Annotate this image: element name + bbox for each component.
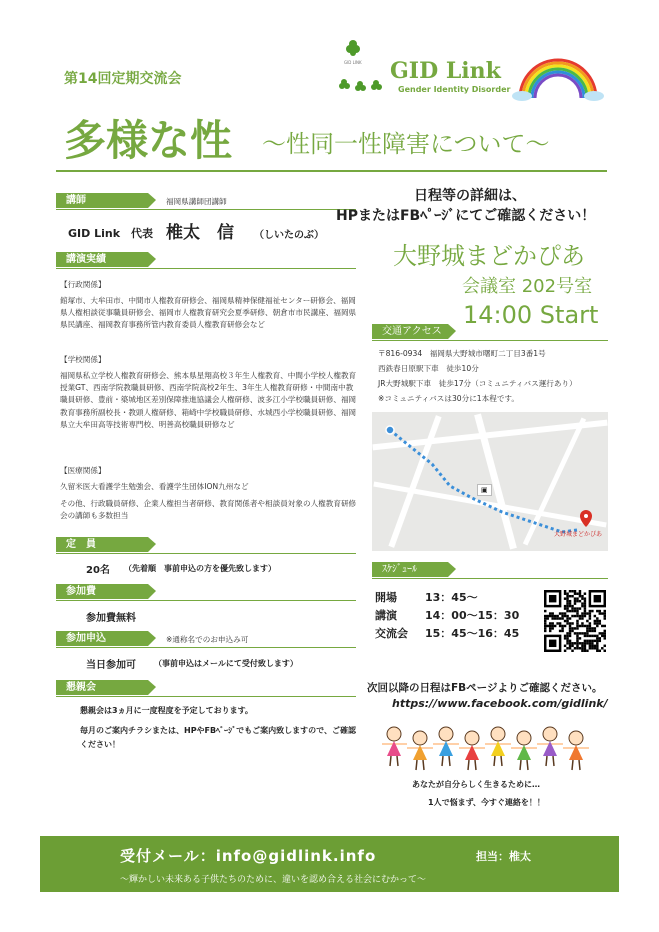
fee-value: 参加費無料	[86, 613, 136, 624]
speaker-header-arrow	[148, 193, 156, 208]
party-header: 懇親会	[56, 680, 148, 695]
access-header-arrow	[448, 324, 456, 339]
event-subtitle: 第14回定期交流会	[64, 71, 182, 87]
apply-header-arrow	[148, 631, 156, 646]
facebook-url[interactable]: https://www.facebook.com/gidlink/	[392, 697, 608, 710]
slogan-line2: 1人で悩まず、今すぐ連絡を！！	[428, 798, 545, 807]
contact-email[interactable]: 受付メール：info@gidlink.info	[120, 847, 377, 865]
venue-room: 会議室 202号室	[462, 276, 593, 297]
venue-name: 大野城まどかぴあ	[393, 242, 585, 270]
apply-header-note: ※通称名でのお申込み可	[166, 635, 249, 644]
capacity-value: 20名	[86, 565, 110, 576]
schedule-header-arrow	[448, 562, 456, 577]
apply-value: 当日参加可	[86, 660, 136, 671]
schedule-header: ｽｹｼﾞｭｰﾙ	[372, 562, 448, 577]
footer-motto: ～輝かしい未来ある子供たちのために、違いを認め合える社会にむかって～	[120, 875, 427, 885]
party-line1: 懇親会は3ヵ月に一度程度を予定しております。	[80, 706, 253, 715]
capacity-note: （先着順 事前申込の方を優先致します）	[124, 564, 276, 573]
schedule-row-lecture: 講演	[375, 609, 397, 622]
record-medical-text: 久留米医大看護学生勉強会、看護学生団体ION九州など	[60, 482, 249, 491]
fee-rule	[56, 600, 356, 601]
page-title: 多様な性	[64, 116, 233, 165]
next-schedule-text: 次回以降の日程はFBページよりご確認ください。	[367, 682, 603, 694]
party-line2: 毎月のご案内チラシまたは、HPやFBﾍﾟｰｼﾞでもご案内致しますので、ご確認ください！	[80, 726, 356, 749]
apply-header: 参加申込	[56, 631, 148, 646]
schedule-time-open: 13：45～	[425, 591, 478, 604]
map-distance-label: ▣	[477, 484, 492, 496]
access-rule	[372, 340, 608, 341]
title-divider	[56, 170, 607, 172]
record-admin-heading: 【行政関係】	[60, 280, 106, 289]
slogan-line1: あなたが自分らしく生きるために…	[412, 780, 540, 789]
speaker-rule	[56, 209, 356, 210]
speaker-affiliation: 福岡県講師団講師	[166, 197, 227, 206]
record-medical-heading: 【医療関係】	[60, 466, 106, 475]
access-map[interactable]	[372, 412, 608, 551]
record-header-arrow	[148, 252, 156, 267]
contact-person: 担当：椎太	[476, 850, 531, 863]
fee-header-arrow	[148, 584, 156, 599]
access-header: 交通アクセス	[372, 324, 448, 339]
speaker-name: 椎太 信	[166, 223, 234, 243]
capacity-rule	[56, 553, 356, 554]
notice-line2: HPまたはFBﾍﾟｰｼﾞにてご確認ください！	[336, 208, 596, 224]
gid-link-logo	[338, 40, 608, 110]
schedule-row-social: 交流会	[375, 627, 408, 640]
children-illustration	[382, 716, 598, 776]
schedule-time-lecture: 14：00～15：30	[425, 609, 520, 622]
map-marker-label: 大野城まどかぴあ	[554, 531, 603, 538]
speaker-org-role: GID Link 代表	[68, 227, 154, 240]
page-subtitle: ～性同一性障害について～	[262, 130, 550, 158]
footer-bar	[40, 836, 619, 892]
party-rule	[56, 696, 356, 697]
schedule-time-social: 15：45～16：45	[425, 627, 520, 640]
access-address: 〒816-0934 福岡県大野城市曙町二丁目3番1号	[378, 349, 546, 358]
record-school-heading: 【学校関係】	[60, 355, 106, 364]
logo-name: GID Link	[390, 58, 501, 84]
schedule-rule	[372, 578, 608, 579]
logo-tagline: Gender Identity Disorder	[398, 85, 511, 94]
notice-line1: 日程等の詳細は、	[414, 188, 526, 204]
capacity-header: 定 員	[56, 537, 148, 552]
access-route2: JR大野城駅下車 徒歩17分（コミュニティバス運行あり）	[378, 379, 577, 388]
apply-rule	[56, 647, 356, 648]
record-header: 講演実績	[56, 252, 148, 267]
record-other-text: その他、行政職員研修、企業人権担当者研修、教育関係者や相談員対象の人権教育研修会の講師も多数担当	[60, 499, 357, 521]
qr-code[interactable]	[544, 590, 606, 652]
record-admin-text: 館塚市、大牟田市、中間市人権教育研修会、福岡県精神保健福祉センター研修会、福岡県人権相談従事職員研修会、福岡市人権教育研究会夏季研修、朝倉市市民講座、福岡県県民講座、福岡教育事務所管内教育委員人権教育研修会など	[60, 296, 357, 330]
record-rule	[56, 268, 356, 269]
capacity-header-arrow	[148, 537, 156, 552]
record-school-text: 福岡県私立学校人権教育研修会、熊本県星翔高校３年生人権教育、中間小学校人権教育授業GT、西南学院教職員研修、西南学院高校2年生、3年生人権教育研修・中間南中教職員研修、豊前・築城地区差別保障推進協議会人権研修、波多江小学校職員研修、福岡教育事務所副校長・教頭人権研修、箱崎中学校職員研修、水城西小学校職員研修、福岡県立大牟田高等技術専門校、明善高校職員研修など	[60, 371, 357, 429]
fee-header: 参加費	[56, 584, 148, 599]
schedule-row-open: 開場	[375, 591, 397, 604]
access-route1: 西鉄春日原駅下車 徒歩10分	[378, 364, 479, 373]
speaker-header: 講師	[56, 193, 148, 208]
speaker-reading: （しいたのぶ）	[254, 230, 324, 241]
svg-text:GID LINK: GID LINK	[344, 60, 362, 65]
access-route3: ※コミュニティバスは30分に1本程です。	[378, 394, 519, 403]
children-holding-hands-icon	[382, 716, 598, 776]
party-header-arrow	[148, 680, 156, 695]
start-time: 14:00 Start	[463, 301, 599, 329]
qr-code-icon	[544, 590, 606, 652]
apply-note: （事前申込はメールにて受付致します）	[154, 659, 298, 668]
